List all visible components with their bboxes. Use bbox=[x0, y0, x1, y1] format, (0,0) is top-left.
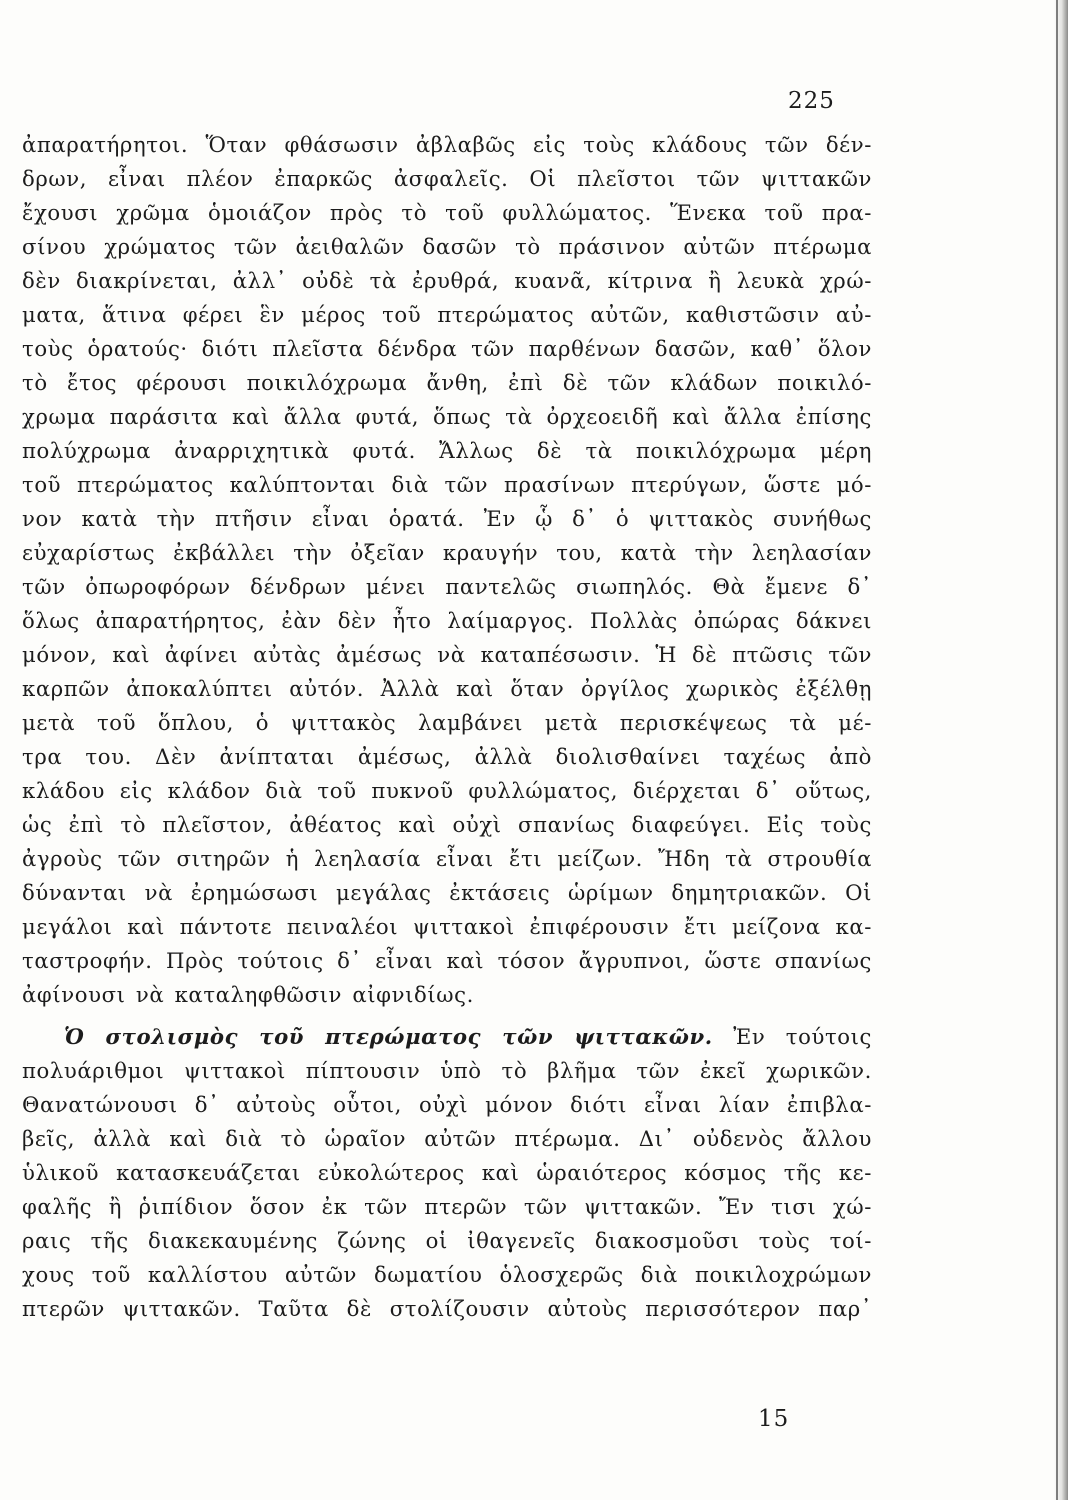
text-line: πολύχρωμα ἀναρριχητικὰ φυτά. Ἄλλως δὲ τὰ ποικιλόχρωμα μέρη bbox=[22, 438, 872, 463]
text-line: ἀγροὺς τῶν σιτηρῶν ἡ λεηλασία εἶναι ἔτι μείζων. Ἤδη τὰ στρουθία bbox=[22, 846, 872, 871]
text-line: χους τοῦ καλλίστου αὐτῶν δωματίου ὁλοσχερῶς διὰ ποικιλοχρώμων bbox=[22, 1262, 872, 1287]
text-line: ὅλως ἀπαρατήρητος, ἐὰν δὲν ἦτο λαίμαργος. Πολλὰς ὀπώρας δάκνει bbox=[22, 608, 872, 633]
section-heading-line bbox=[22, 1020, 872, 1054]
text-line: τρα του. Δὲν ἀνίπταται ἀμέσως, ἀλλὰ διολισθαίνει ταχέως ἀπὸ bbox=[22, 744, 872, 769]
text-line: ἀπαρατήρητοι. Ὅταν φθάσωσιν ἀβλαβῶς εἰς τοὺς κλάδους τῶν δέν- bbox=[22, 132, 872, 157]
signature-mark: 15 bbox=[758, 1406, 790, 1432]
text-line: ὑλικοῦ κατασκευάζεται εὐκολώτερος καὶ ὡραιότερος κόσμος τῆς κε- bbox=[22, 1160, 872, 1185]
text-line: καρπῶν ἀποκαλύπτει αὐτόν. Ἀλλὰ καὶ ὅταν ὀργίλος χωρικὸς ἐξέλθῃ bbox=[22, 676, 872, 701]
text-line: δρων, εἶναι πλέον ἐπαρκῶς ἀσφαλεῖς. Οἱ πλεῖστοι τῶν ψιττακῶν bbox=[22, 166, 872, 191]
text-line: δύνανται νὰ ἐρημώσωσι μεγάλας ἐκτάσεις ὡρίμων δημητριακῶν. Οἱ bbox=[22, 880, 872, 905]
text-line: σίνου χρώματος τῶν ἀειθαλῶν δασῶν τὸ πράσινον αὐτῶν πτέρωμα bbox=[22, 234, 872, 259]
text-line: πολυάριθμοι ψιττακοὶ πίπτουσιν ὑπὸ τὸ βλῆμα τῶν ἐκεῖ χωρικῶν. bbox=[22, 1058, 872, 1083]
text-line: τοὺς ὁρατούς· διότι πλεῖστα δένδρα τῶν παρθένων δασῶν, καθ᾽ ὅλον bbox=[22, 336, 872, 361]
text-line: μόνον, καὶ ἀφίνει αὐτὰς ἀμέσως νὰ καταπέσωσιν. Ἡ δὲ πτῶσις τῶν bbox=[22, 642, 872, 667]
text-line: ὡς ἐπὶ τὸ πλεῖστον, ἀθέατος καὶ οὐχὶ σπανίως διαφεύγει. Εἰς τοὺς bbox=[22, 812, 872, 837]
text-line: ραις τῆς διακεκαυμένης ζώνης οἱ ἰθαγενεῖς διακοσμοῦσι τοὺς τοί- bbox=[22, 1228, 872, 1253]
paragraph-2 bbox=[22, 1020, 872, 1326]
text-line: μετὰ τοῦ ὅπλου, ὁ ψιττακὸς λαμβάνει μετὰ περισκέψεως τὰ μέ- bbox=[22, 710, 872, 735]
text-line: μεγάλοι καὶ πάντοτε πειναλέοι ψιττακοὶ ἐπιφέρουσιν ἔτι μείζονα κα- bbox=[22, 914, 872, 939]
text-line: ἔχουσι χρῶμα ὁμοιάζον πρὸς τὸ τοῦ φυλλώματος. Ἕνεκα τοῦ πρα- bbox=[22, 200, 872, 225]
text-line: βεῖς, ἀλλὰ καὶ διὰ τὸ ὡραῖον αὐτῶν πτέρωμα. Δι᾽ οὐδενὸς ἄλλου bbox=[22, 1126, 872, 1151]
text-line: κλάδου εἰς κλάδον διὰ τοῦ πυκνοῦ φυλλώματος, διέρχεται δ᾽ οὕτως, bbox=[22, 778, 872, 803]
text-line: χρωμα παράσιτα καὶ ἄλλα φυτά, ὅπως τὰ ὀρχεοειδῆ καὶ ἄλλα ἐπίσης bbox=[22, 404, 872, 429]
text-line: τοῦ πτερώματος καλύπτονται διὰ τῶν πρασίνων πτερύγων, ὥστε μό- bbox=[22, 472, 872, 497]
text-line: εὐχαρίστως ἐκβάλλει τὴν ὀξεῖαν κραυγήν του, κατὰ τὴν λεηλασίαν bbox=[22, 540, 872, 565]
paragraph-1 bbox=[22, 128, 872, 1012]
section-heading: Ὁ στολισμὸς τοῦ πτερώματος τῶν ψιττακῶν. bbox=[64, 1024, 713, 1049]
body-text bbox=[22, 128, 872, 1326]
text-line: Θανατώνουσι δ᾽ αὐτοὺς οὗτοι, οὐχὶ μόνον διότι εἶναι λίαν ἐπιβλα- bbox=[22, 1092, 872, 1117]
text-line: ματα, ἅτινα φέρει ἓν μέρος τοῦ πτερώματος αὐτῶν, καθιστῶσιν αὐ- bbox=[22, 302, 872, 327]
text-line: πτερῶν ψιττακῶν. Ταῦτα δὲ στολίζουσιν αὐτοὺς περισσότερον παρ᾽ bbox=[22, 1296, 872, 1321]
text-line: δὲν διακρίνεται, ἀλλ᾽ οὐδὲ τὰ ἐρυθρά, κυανᾶ, κίτρινα ἢ λευκὰ χρώ- bbox=[22, 268, 872, 293]
heading-line-rest: Ἐν τούτοις bbox=[733, 1024, 873, 1049]
text-line: ταστροφήν. Πρὸς τούτοις δ᾽ εἶναι καὶ τόσον ἄγρυπνοι, ὥστε σπανίως bbox=[22, 948, 872, 973]
text-line: ἀφίνουσι νὰ καταληφθῶσιν αἰφνιδίως. bbox=[22, 982, 474, 1007]
text-line: νον κατὰ τὴν πτῆσιν εἶναι ὁρατά. Ἐν ᾧ δ᾽ ὁ ψιττακὸς συνήθως bbox=[22, 506, 872, 531]
text-line: τὸ ἔτος φέρουσι ποικιλόχρωμα ἄνθη, ἐπὶ δὲ τῶν κλάδων ποικιλό- bbox=[22, 370, 872, 395]
page-edge-line bbox=[1056, 0, 1058, 1500]
text-line: τῶν ὀπωροφόρων δένδρων μένει παντελῶς σιωπηλός. Θὰ ἔμενε δ᾽ bbox=[22, 574, 872, 599]
text-line: φαλῆς ἢ ῥιπίδιον ὅσον ἐκ τῶν πτερῶν τῶν ψιττακῶν. Ἔν τισι χώ- bbox=[22, 1194, 872, 1219]
page-number: 225 bbox=[788, 88, 835, 114]
